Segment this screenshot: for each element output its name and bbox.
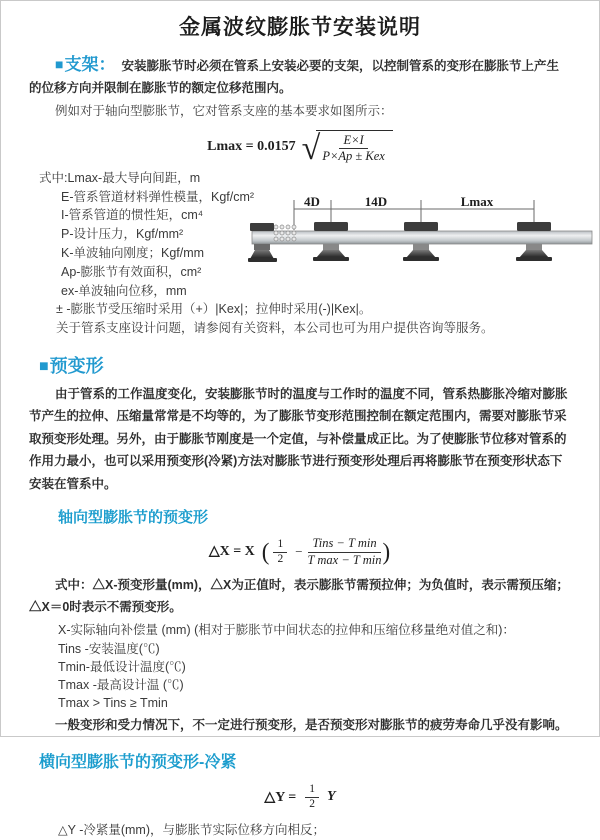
- section-square-icon: ■: [55, 56, 64, 72]
- support-example-text: 例如对于轴向型膨胀节，它对管系支座的基本要求如图所示：: [55, 104, 393, 118]
- definition-line: 式中:Lmax-最大导向间距，m: [39, 170, 201, 185]
- half-fraction: [273, 538, 287, 566]
- definition-line: P-设计压力，Kgf/mm²: [61, 227, 184, 242]
- temp-line: Tmax -最高设计温 (℃): [58, 678, 184, 693]
- axial-remark-text: 一般变形和受力情况下，不一定进行预变形，是否预变形对膨胀节的疲劳寿命几乎没有影响。: [55, 718, 568, 733]
- predeform-section-heading: [39, 352, 599, 378]
- predeform-heading-label: 预变形: [49, 355, 104, 376]
- open-paren: (: [261, 538, 270, 565]
- half-numerator: 1: [273, 538, 287, 553]
- definitions-and-diagram: [39, 169, 599, 338]
- definition-line: ex-单波轴向位移，mm: [61, 283, 187, 298]
- sqrt-body: [316, 130, 393, 164]
- pipe: [252, 231, 592, 244]
- lmax-fraction: [322, 133, 385, 164]
- dim-label-14d: 14D: [364, 193, 388, 209]
- lateral-predeform-formula: [1, 783, 599, 811]
- page-title: 金属波纹膨胀节安装说明: [179, 16, 421, 39]
- temperature-denominator: T max − T min: [307, 552, 382, 567]
- x-definition-text: X-实际轴向补偿量 (mm) (相对于膨胀节中间状态的拉伸和压缩位移量绝对值之和)：: [58, 623, 515, 638]
- temp-line: Tmin-最低设计温度(℃): [58, 660, 186, 675]
- lmax-formula: Lmax = 0.0157 √ $\frac{E\times I}{\text{P×Ap ± Kex}}$: [1, 130, 599, 164]
- support-intro-text: 安装膨胀节时必须在管系上安装必要的支架，以控制管系的变形在膨胀节上产生的位移方向并限制在膨胀节的额定位移范围内。: [29, 59, 559, 95]
- definition-line: I-管系管道的惯性矩，cm⁴: [61, 208, 204, 223]
- minus-sign: −: [295, 543, 303, 559]
- lmax-fraction-numerator: E×I: [339, 133, 367, 149]
- definition-line: K-单波轴向刚度；Kgf/mm: [61, 245, 205, 260]
- temp-line: Tmax > Tins ≥ Tmin: [58, 696, 168, 711]
- half-denominator: 2: [277, 552, 284, 565]
- half-denominator: 2: [309, 798, 316, 811]
- definition-line: ± -膨胀节受压缩时采用（+）|Kex|；拉伸时采用(-)|Kex|。: [56, 302, 372, 317]
- lateral-formula-rhs: Y: [327, 789, 336, 805]
- pipe-support-diagram: [249, 195, 594, 277]
- half-fraction: [305, 783, 319, 811]
- lmax-formula-lhs: Lmax = 0.0157: [207, 138, 296, 154]
- lmax-fraction-denominator: P×Ap ± Kex: [322, 149, 385, 164]
- close-paren: ): [382, 538, 391, 565]
- half-numerator: 1: [305, 783, 319, 798]
- axial-predeform-heading: 轴向型膨胀节的预变形: [58, 509, 209, 527]
- definition-line: E-管系管道材料弹性模量，Kgf/cm²: [61, 189, 255, 204]
- definition-line: Ap-膨胀节有效面积，cm²: [61, 264, 202, 279]
- lateral-note-text: △Y -冷紧量(mm)，与膨胀节实际位移方向相反；: [58, 822, 326, 837]
- temp-line: Tins -安装温度(℃): [58, 642, 160, 657]
- axial-formula-note: 式中：△X-预变形量(mm)，△X为正值时，表示膨胀节需预拉伸；为负值时，表示需预压缩；△X＝0时表示不需预变形。: [29, 578, 569, 615]
- lateral-predeform-heading: 横向型膨胀节的预变形-冷紧: [39, 754, 237, 772]
- section-square-icon: ■: [39, 357, 49, 375]
- temperature-fraction: [308, 536, 382, 567]
- support-paragraph: [29, 53, 571, 99]
- dim-label-lmax: Lmax: [460, 193, 494, 209]
- lateral-formula-lhs: △Y =: [264, 789, 297, 805]
- axial-formula-lhs: △X = X: [208, 544, 255, 560]
- support-section-heading: 支架：: [64, 55, 116, 74]
- dim-label-4d: 4D: [304, 193, 320, 209]
- axial-predeform-formula: [1, 536, 599, 567]
- definition-line: 关于管系支座设计问题，请参阅有关资料，本公司也可为用户提供咨询等服务。: [56, 321, 494, 336]
- temperature-numerator: Tins − T min: [308, 536, 380, 552]
- predeform-body-text: 由于管系的工作温度变化，安装膨胀节时的温度与工作时的温度不同，管系热膨胀冷缩对膨胀节产生的拉伸、压缩量常常是不均等的，为了膨胀节变形范围控制在额定范围内，需要对膨胀节采取预变形处理。另外，由于膨胀节刚度是一个定值，与补偿量成正比。为了使膨胀节位移对管系的作用力最小，也可以采用预变形(冷紧)方法对膨胀节进行预变形处理后再将膨胀节在预变形状态下安装在管系中。: [29, 386, 568, 491]
